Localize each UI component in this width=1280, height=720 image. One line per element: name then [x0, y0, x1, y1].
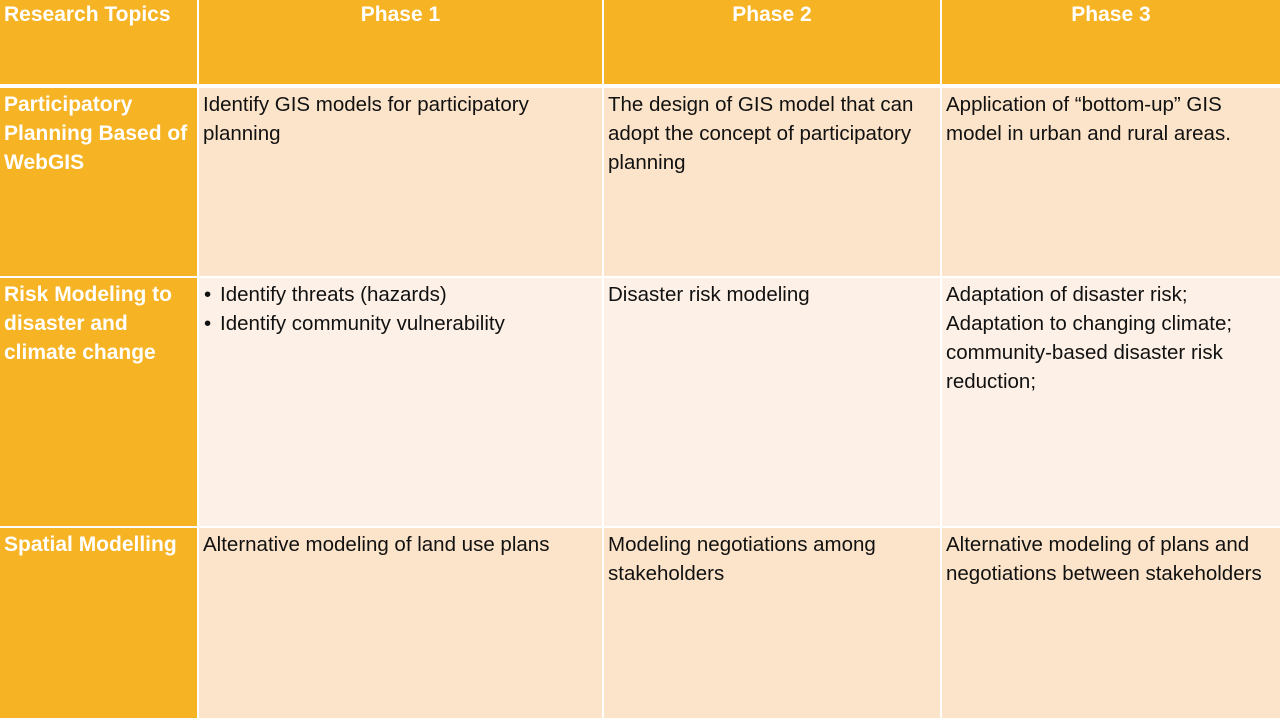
row3-phase3: Alternative modeling of plans and negotiations between stakeholders [942, 528, 1280, 720]
row3-phase2: Modeling negotiations among stakeholders [604, 528, 942, 720]
row1-phase1: Identify GIS models for participatory planning [199, 88, 604, 278]
header-research-topics: Research Topics [0, 0, 199, 88]
header-phase-2: Phase 2 [604, 0, 942, 88]
row2-phase3-line-1: Adaptation of disaster risk; [946, 283, 1188, 306]
row2-phase2: Disaster risk modeling [604, 278, 942, 528]
row2-phase1 [199, 278, 604, 528]
row2-phase1-list [203, 280, 598, 338]
row2-phase3-line-2: Adaptation to changing climate; [946, 312, 1233, 335]
list-item: • Identify community vulnerability [203, 309, 598, 338]
row2-phase3-line-3: community-based disaster risk reduction; [946, 341, 1223, 393]
header-phase-3: Phase 3 [942, 0, 1280, 88]
row3-phase1: Alternative modeling of land use plans [199, 528, 604, 720]
topic-risk-modeling: Risk Modeling to disaster and climate change [0, 278, 199, 528]
topic-participatory-planning: Participatory Planning Based of WebGIS [0, 88, 199, 278]
row1-phase3: Application of “bottom-up” GIS model in urban and rural areas. [942, 88, 1280, 278]
header-phase-1: Phase 1 [199, 0, 604, 88]
topic-spatial-modelling: Spatial Modelling [0, 528, 199, 720]
row1-phase2: The design of GIS model that can adopt the concept of participatory planning [604, 88, 942, 278]
list-item: • Identify threats (hazards) [203, 280, 598, 309]
row2-phase3 [942, 278, 1280, 528]
